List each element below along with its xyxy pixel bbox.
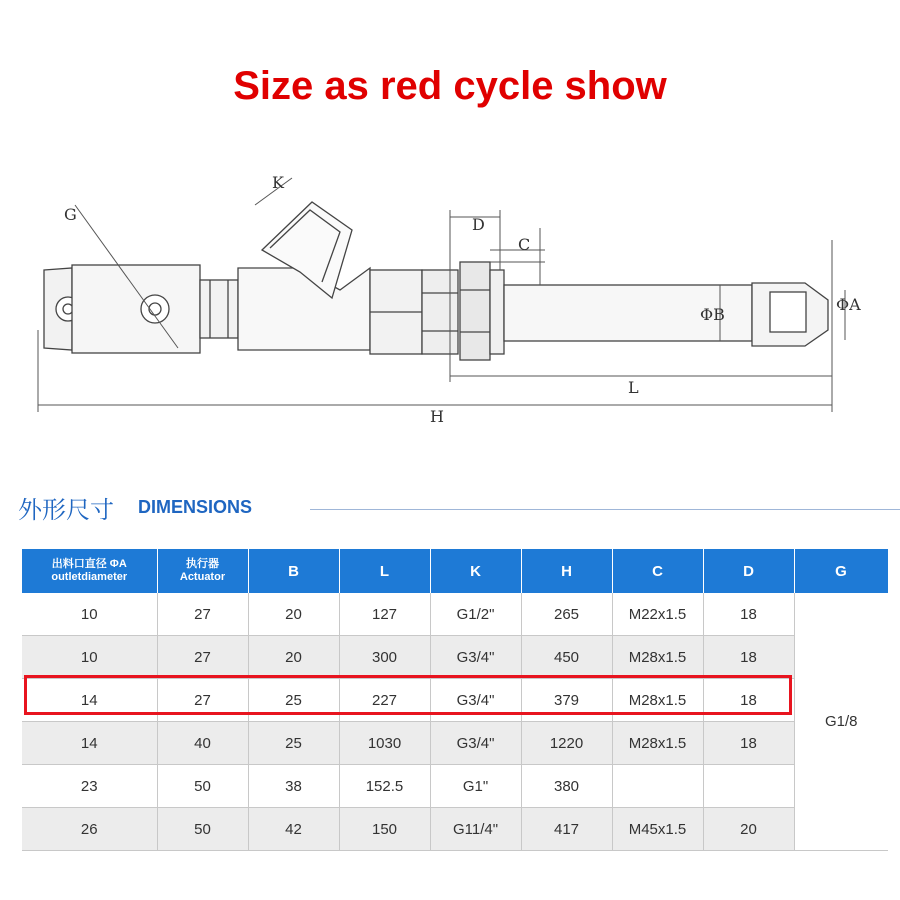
section-title: [18, 490, 252, 525]
cell-c: M28x1.5: [612, 722, 703, 765]
cell-k: G1": [430, 765, 521, 808]
cell-d: 18: [703, 722, 794, 765]
header-row: [22, 549, 888, 593]
table-row-highlighted: [22, 679, 888, 722]
cell-c: M28x1.5: [612, 636, 703, 679]
header-h: H: [521, 549, 612, 593]
cell-k: G3/4": [430, 722, 521, 765]
header-outlet-diameter: [22, 549, 157, 593]
cell-l: 300: [339, 636, 430, 679]
table-row: [22, 636, 888, 679]
label-d: D: [472, 215, 485, 234]
cell-actuator: 27: [157, 593, 248, 636]
cell-b: 25: [248, 722, 339, 765]
header-k: K: [430, 549, 521, 593]
label-k: K: [272, 173, 284, 192]
cell-h: 379: [521, 679, 612, 722]
label-b: ΦB: [700, 305, 725, 324]
cell-c: M45x1.5: [612, 808, 703, 851]
header-actuator-en: Actuator: [179, 571, 226, 583]
section-title-cn: 外形尺寸: [18, 496, 114, 524]
cell-b: 38: [248, 765, 339, 808]
table-row: [22, 722, 888, 765]
header-d: D: [703, 549, 794, 593]
cell-actuator: 27: [157, 636, 248, 679]
cell-b: 25: [248, 679, 339, 722]
cell-h: 265: [521, 593, 612, 636]
cell-h: 417: [521, 808, 612, 851]
cell-k: G3/4": [430, 636, 521, 679]
label-c: C: [518, 235, 531, 254]
dimensions-table: [22, 549, 889, 851]
cell-l: 150: [339, 808, 430, 851]
header-actuator: [157, 549, 248, 593]
cell-d: 20: [703, 808, 794, 851]
cell-outlet-diameter: 10: [22, 593, 157, 636]
cell-l: 127: [339, 593, 430, 636]
cell-outlet-diameter: 14: [22, 679, 157, 722]
cell-actuator: 50: [157, 765, 248, 808]
table-row: [22, 765, 888, 808]
cell-c: M28x1.5: [612, 679, 703, 722]
table-row: [22, 593, 888, 636]
cell-k: G11/4": [430, 808, 521, 851]
cell-k: G1/2": [430, 593, 521, 636]
cell-b: 20: [248, 636, 339, 679]
label-h: H: [430, 407, 444, 426]
header-g: G: [794, 549, 888, 593]
cell-actuator: 50: [157, 808, 248, 851]
cell-l: 1030: [339, 722, 430, 765]
cell-d: [703, 765, 794, 808]
header-outlet-diameter-cn: 出料口直径 ΦA: [51, 558, 127, 570]
cell-d: 18: [703, 593, 794, 636]
cell-outlet-diameter: 26: [22, 808, 157, 851]
section-title-en: DIMENSIONS: [138, 497, 253, 517]
header-outlet-diameter-en: outletdiameter: [51, 571, 128, 583]
table-row: [22, 808, 888, 851]
cell-d: 18: [703, 636, 794, 679]
technical-drawing: [0, 150, 900, 440]
cell-b: 42: [248, 808, 339, 851]
cell-h: 1220: [521, 722, 612, 765]
cell-d: 18: [703, 679, 794, 722]
header-actuator-cn: 执行器: [186, 558, 219, 570]
cell-outlet-diameter: 14: [22, 722, 157, 765]
cell-c: M22x1.5: [612, 593, 703, 636]
label-l: L: [628, 378, 639, 397]
header-l: L: [339, 549, 430, 593]
header-c: C: [612, 549, 703, 593]
header-b: B: [248, 549, 339, 593]
cell-actuator: 40: [157, 722, 248, 765]
cell-l: 152.5: [339, 765, 430, 808]
cell-h: 380: [521, 765, 612, 808]
cell-g: G1/8: [794, 593, 888, 851]
cell-l: 227: [339, 679, 430, 722]
label-a: ΦA: [836, 295, 861, 314]
cell-outlet-diameter: 10: [22, 636, 157, 679]
cell-k: G3/4": [430, 679, 521, 722]
headline: Size as red cycle show: [233, 64, 667, 108]
cell-h: 450: [521, 636, 612, 679]
label-g: G: [64, 205, 77, 224]
section-divider: [310, 509, 900, 510]
cell-b: 20: [248, 593, 339, 636]
cell-outlet-diameter: 23: [22, 765, 157, 808]
cell-c: [612, 765, 703, 808]
cell-actuator: 27: [157, 679, 248, 722]
